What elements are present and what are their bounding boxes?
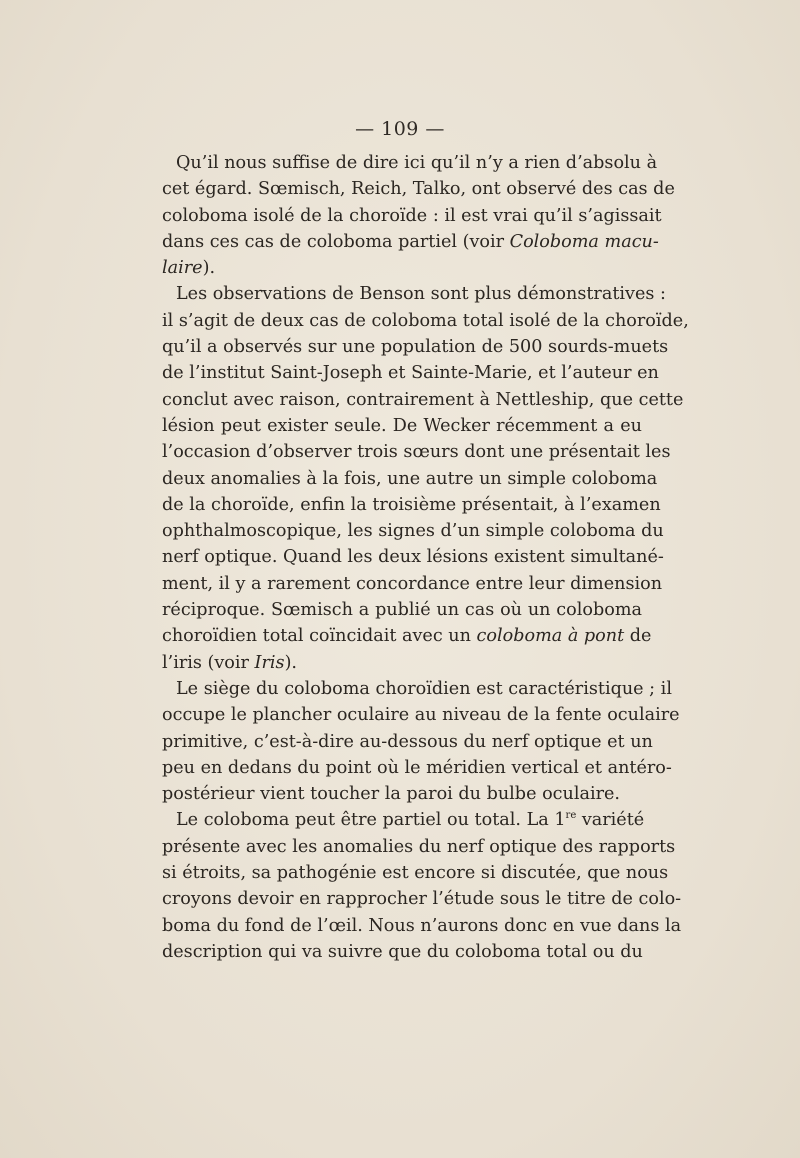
text-run: dans ces cas de coloboma partiel (voir — [162, 231, 510, 252]
page-number: — 109 — — [355, 118, 445, 140]
text-line — [162, 623, 652, 649]
text-line — [162, 807, 645, 833]
text-run: croyons devoir en rapprocher l’étude sous le titre de colo- — [162, 889, 682, 910]
text-line — [162, 571, 663, 597]
text-line — [162, 308, 689, 334]
text-run: réciproque. Sœmisch a publié un cas où un coloboma — [162, 600, 642, 621]
text-run: Les observations de Benson sont plus démonstratives : — [176, 284, 666, 305]
text-line — [162, 334, 669, 360]
text-run: de — [624, 626, 652, 647]
text-line — [162, 597, 642, 623]
text-line — [162, 702, 680, 728]
text-run: Le coloboma peut être partiel ou total. La 1 — [176, 810, 566, 831]
italic-text: Iris — [254, 652, 285, 673]
text-run: l’iris (voir — [162, 652, 255, 673]
text-line — [162, 834, 676, 860]
text-run: occupe le plancher oculaire au niveau de la fente oculaire — [162, 705, 680, 726]
text-run: de la choroïde, enfin la troisième présentait, à l’examen — [162, 494, 661, 515]
italic-text: Coloboma macu- — [509, 231, 659, 252]
text-line — [162, 413, 642, 439]
italic-text: coloboma à pont — [476, 626, 625, 647]
text-run: nerf optique. Quand les deux lésions existent simultané- — [162, 547, 664, 568]
text-run: description qui va suivre que du coloboma total ou du — [162, 941, 643, 962]
text-line — [162, 387, 684, 413]
text-run: cet égard. Sœmisch, Reich, Talko, ont observé des cas de — [162, 179, 675, 200]
text-line — [162, 544, 664, 570]
text-line — [162, 439, 671, 465]
text-run: boma du fond de l’œil. Nous n’aurons donc en vue dans la — [162, 915, 682, 936]
text-run: il s’agit de deux cas de coloboma total isolé de la choroïde, — [162, 310, 689, 331]
text-line — [162, 676, 672, 702]
superscript-text: re — [565, 810, 577, 822]
text-line — [162, 203, 662, 229]
body-text — [162, 150, 689, 965]
italic-text: laire — [162, 258, 203, 279]
text-run: si étroits, sa pathogénie est encore si discutée, que nous — [162, 863, 669, 884]
text-run: ophthalmoscopique, les signes d’un simple coloboma du — [162, 521, 664, 542]
text-line — [162, 229, 659, 255]
text-line — [162, 176, 675, 202]
text-run: conclut avec raison, contrairement à Nettleship, que cette — [162, 389, 684, 410]
text-line — [162, 939, 642, 965]
text-line — [162, 492, 661, 518]
text-run: deux anomalies à la fois, une autre un simple coloboma — [162, 468, 658, 489]
text-line — [162, 518, 664, 544]
text-run: ment, il y a rarement concordance entre leur dimension — [162, 573, 663, 594]
text-run: choroïdien total coïncidait avec un — [162, 626, 477, 647]
text-line — [162, 150, 658, 176]
text-line — [162, 281, 666, 307]
text-line — [162, 781, 642, 807]
text-run: variété — [576, 810, 645, 831]
text-run: qu’il a observés sur une population de 500 sourds-muets — [162, 337, 669, 358]
text-line — [162, 729, 653, 755]
text-line — [162, 913, 682, 939]
text-run: ). — [284, 652, 298, 673]
text-run: peu en dedans du point où le méridien vertical et antéro- — [162, 757, 672, 778]
text-run: coloboma isolé de la choroïde : il est vrai qu’il s’agissait — [162, 205, 662, 226]
text-line — [162, 860, 669, 886]
text-line — [162, 255, 642, 281]
text-run: présente avec les anomalies du nerf optique des rapports — [162, 836, 676, 857]
text-line — [162, 466, 658, 492]
text-run: ). — [202, 258, 216, 279]
text-run: lésion peut exister seule. De Wecker récemment a eu — [162, 415, 642, 436]
text-run: l’occasion d’observer trois sœurs dont une présentait les — [162, 442, 671, 463]
text-run: Qu’il nous suffise de dire ici qu’il n’y a rien d’absolu à — [176, 153, 658, 173]
text-line — [162, 650, 642, 676]
text-line — [162, 360, 659, 386]
text-line — [162, 886, 682, 912]
text-run: de l’institut Saint-Joseph et Sainte-Marie, et l’auteur en — [162, 363, 659, 384]
text-line — [162, 755, 672, 781]
text-run: Le siège du coloboma choroïdien est caractéristique ; il — [176, 678, 672, 699]
text-run: postérieur vient toucher la paroi du bulbe oculaire. — [162, 784, 621, 805]
text-run: primitive, c’est-à-dire au-dessous du nerf optique et un — [162, 731, 653, 752]
